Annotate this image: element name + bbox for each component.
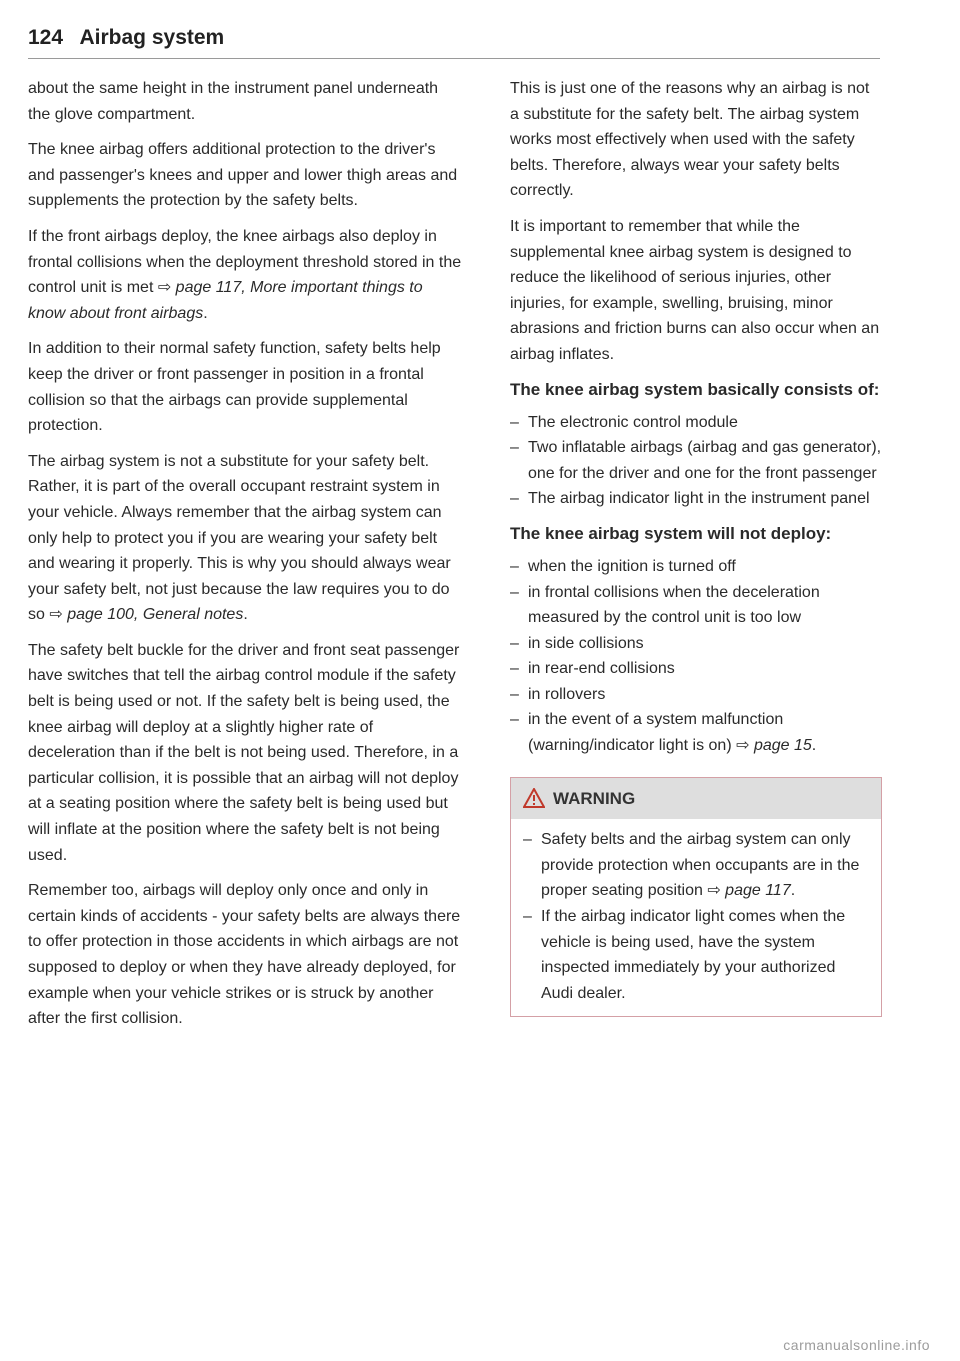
paragraph: Remember too, airbags will deploy only once and only in certain kinds of accidents - your safety belts are always there to offer protection in those accidents in which airbags are not supposed to deploy or when they have already deployed, for example when your vehicle strikes or is struck by another after the first collision.	[28, 882, 461, 1028]
footer-watermark: carmanualsonline.info	[783, 1337, 930, 1353]
warning-item: – If the airbag indicator light comes when the vehicle is being used, have the system inspected immediately by your authorized Audi dealer.	[523, 904, 869, 1006]
warning-body	[511, 819, 881, 1016]
not-deploy-list	[510, 554, 882, 759]
not-deploy-heading: The knee airbag system will not deploy:	[510, 523, 832, 543]
list-item: – The electronic control module	[510, 410, 882, 436]
warning-triangle-icon	[523, 788, 545, 808]
list-item: – in rollovers	[510, 682, 882, 708]
page-reference-link[interactable]: ⇨ page 100, General notes	[49, 606, 244, 624]
list-item: – in side collisions	[510, 631, 882, 657]
paragraph-text: If the front airbags deploy, the knee airbags also deploy in frontal collisions when the deployment threshold stored in the control unit is met	[28, 227, 462, 297]
page-reference-link[interactable]: ⇨ page 15	[736, 737, 812, 755]
left-column	[28, 76, 464, 1042]
consists-heading: The knee airbag system basically consists of:	[510, 379, 880, 399]
paragraph: The airbag system is not a substitute for your safety belt. Rather, it is part of the overall occupant restraint system in your vehicle. Always remember that the airbag system can only help to protect you if you are wearing your safety belt and wearing it properly. This is why you should always wear your safety belt, not just because the law requires you to do so ⇨ page 100, General notes.	[28, 452, 451, 624]
paragraph: It is important to remember that while the supplemental knee airbag system is designed to reduce the likelihood of serious injuries, other injuries, for example, swelling, bruising, minor abrasions and friction burns can also occur when an airbag inflates.	[510, 217, 880, 363]
warning-item: – Safety belts and the airbag system can only provide protection when occupants are in the proper seating position ⇨ page 117.	[523, 827, 869, 904]
page-reference-link[interactable]: ⇨ page 117, More important things to know about front airbags	[28, 279, 423, 322]
list-item: – Two inflatable airbags (airbag and gas generator), one for the driver and one for the front passenger	[510, 435, 882, 486]
list-item: – when the ignition is turned off	[510, 554, 882, 580]
list-item: – in rear-end collisions	[510, 656, 882, 682]
warning-list	[523, 827, 869, 1006]
list-item: – in frontal collisions when the deceleration measured by the control unit is too low	[510, 580, 882, 631]
paragraph: If the front airbags deploy, the knee airbags also deploy in frontal collisions when the deployment threshold stored in the control unit is met ⇨ page 117, More important things to know about front airbags.	[28, 227, 462, 322]
right-column	[510, 76, 882, 1017]
list-item: – in the event of a system malfunction (warning/indicator light is on) ⇨ page 15.	[510, 707, 882, 758]
paragraph: The safety belt buckle for the driver and front seat passenger have switches that tell the airbag control module if the safety belt is being used or not. If the safety belt is being used, the knee airbag will deploy at a slightly higher rate of deceleration than if the belt is not being used. Therefore, in a particular collision, it is possible that an airbag will not deploy at a seating position where the safety belt is being used but will inflate at the position where the safety belt is not being used.	[28, 641, 460, 864]
consists-list	[510, 410, 882, 512]
paragraph-text: The airbag system is not a substitute for your safety belt. Rather, it is part of the overall occupant restraint system in your vehicle. Always remember that the airbag system can only help to protect you if you are wearing your safety belt and wearing it properly. This is why you should always wear your safety belt, not just because the law requires you to do so	[28, 452, 451, 624]
page-header	[28, 26, 880, 59]
page-reference-link[interactable]: ⇨ page 117	[707, 882, 791, 900]
warning-title: WARNING	[553, 788, 636, 808]
list-item: – The airbag indicator light in the instrument panel	[510, 486, 882, 512]
warning-header	[511, 778, 881, 820]
paragraph: about the same height in the instrument panel underneath the glove compartment.	[28, 80, 439, 123]
page-number: 124	[28, 26, 64, 49]
paragraph: This is just one of the reasons why an airbag is not a substitute for the safety belt. The airbag system works most effectively when used with the safety belts. Therefore, always wear your safety belts correctly.	[510, 80, 870, 200]
section-title: Airbag system	[79, 26, 225, 49]
warning-box	[510, 777, 882, 1018]
paragraph: The knee airbag offers additional protection to the driver's and passenger's knees and upper and lower thigh areas and supplements the protection by the safety belts.	[28, 141, 458, 210]
paragraph: In addition to their normal safety function, safety belts help keep the driver or front passenger in position in a frontal collision so that the airbags can provide supplemental protection.	[28, 340, 441, 435]
